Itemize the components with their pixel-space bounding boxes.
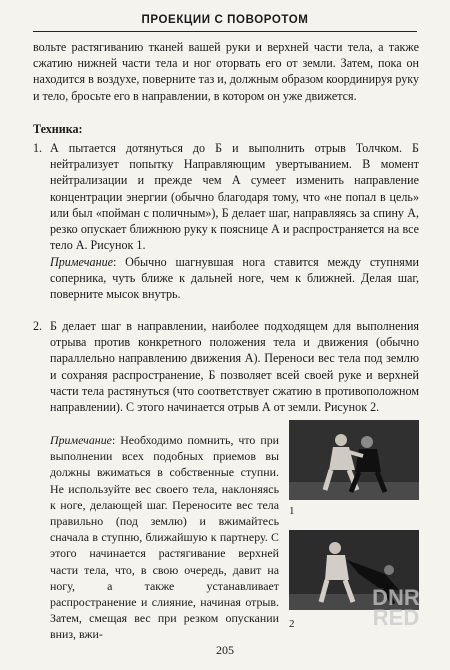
page-number: 205 [216,643,234,657]
item-1-note [50,254,419,303]
item-2-note-label: Примечание [50,433,112,447]
watermark-line-1: DNR [372,585,420,610]
item-1-number: 1. [33,141,43,155]
figure-1-caption: 1 [289,505,295,517]
item-2-number: 2. [33,319,43,333]
item-2-text: Б делает шаг в направлении, наиболее подходящем для выполнения отрыва против конкретного положения тела и движения (обычно параллельно направлению движения А). Переноси вес тела под землю и сохраняя распространение, Б позволяет всей своей руке и верхней части тела растянуться (что соответствует сжатию в противоположном направлении). С этого начинается отрыв А от земли. Рисунок 2. [50,319,419,415]
running-header-title: ПРОЕКЦИИ С ПОВОРОТОМ [141,14,309,26]
item-1-note-text: : Обычно шагнувшая нога ставится между ступнями соперника, чуть ближе к дальней ноге, чем к ближней. Делая шаг, поверните мысок внутрь. [50,255,419,302]
watermark-line-2: RED [372,605,420,630]
item-1-note-label: Примечание [50,255,113,269]
running-header [33,9,417,32]
watermark-logo [356,585,436,630]
intro-paragraph: вольте растягиванию тканей вашей руки и верхней части тела, а также сжатию нижней части тела и ног оторвать его от земли. Затем, пока он находится в воздухе, поверните таз и, должным образом координируя руку и тело, бросьте его в направлении, в котором он уже движется. [33,40,420,103]
technique-heading: Техника: [33,122,83,136]
item-2-note [50,432,279,643]
item-2-note-text: : Необходимо помнить, что при выполнении всех подобных приемов вы должны вжиматься в собственные ступни. Не используйте вес своего тела, наклоняясь к ноге, делающей шаг. Переносите вес тела правильно (под землю) и вжимайтесь сначала в ступню, ближайшую к партнеру. С этого начинается растягивание верхней части тела, что, в свою очередь, давит на ногу, а также устанавливает распространение и слияние, начиная отрыв. Затем, смещая вес при резком опускании вниз, вжи- [50,433,279,642]
figure-1-illustration [289,420,419,500]
item-1-text: А пытается дотянуться до Б и выполнить отрыв Толчком. Б нейтрализует попытку Направляющим увертыванием. В момент нейтрализации и прежде чем А сумеет изменить направление концентрации энергии (обычно благодаря тому, что «не попал в цель» или был «пойман с поличным»), Б делает шаг, направляясь за спину А, резко опускает ближнюю руку к пояснице А и распространяется на все тело А. Рисунок 1. [50,141,419,253]
figure-1-photo [289,420,419,500]
figure-2-caption: 2 [289,618,295,630]
